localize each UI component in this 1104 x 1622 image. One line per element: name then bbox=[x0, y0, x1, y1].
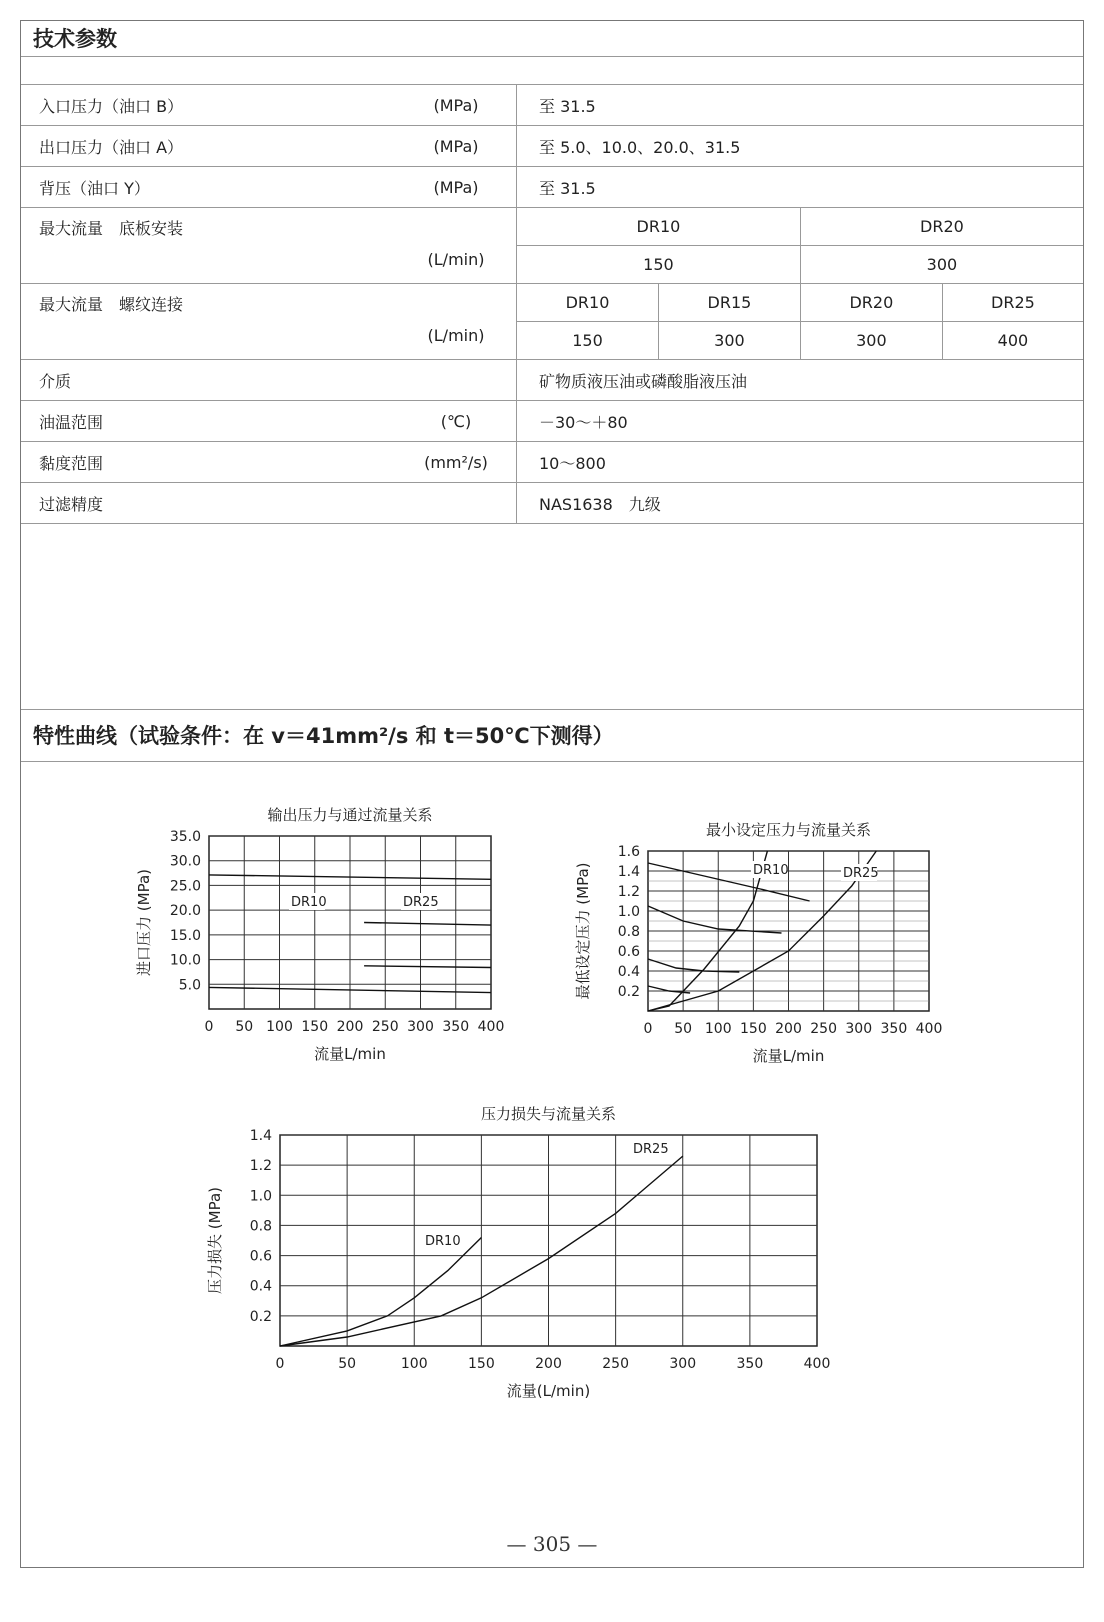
x-tick-label: 100 bbox=[400, 1356, 428, 1372]
spec-section-title: 技术参数 bbox=[21, 21, 1083, 57]
value-thread-3: 300 bbox=[800, 322, 942, 360]
y-tick-label: 0.4 bbox=[249, 1278, 272, 1295]
chart-title: 输出压力与通过流量关系 bbox=[267, 806, 433, 824]
chart-title: 最小设定压力与流量关系 bbox=[705, 821, 872, 839]
series-line bbox=[648, 906, 782, 933]
y-tick-label: 15.0 bbox=[169, 927, 201, 944]
x-tick-label: 400 bbox=[803, 1356, 831, 1372]
series-line bbox=[364, 923, 491, 926]
series-line bbox=[364, 966, 491, 968]
model-thread-3: DR20 bbox=[800, 284, 942, 322]
y-tick-label: 1.4 bbox=[617, 864, 640, 880]
value-plate-1: 150 bbox=[517, 246, 801, 284]
series-annotation: DR25 bbox=[633, 1142, 669, 1157]
value-thread-4: 400 bbox=[942, 322, 1083, 360]
x-tick-label: 350 bbox=[880, 1021, 908, 1037]
x-axis-label: 流量L/min bbox=[314, 1045, 386, 1063]
model-thread-1: DR10 bbox=[517, 284, 659, 322]
x-tick-label: 100 bbox=[266, 1019, 293, 1035]
unit-inlet: (MPa) bbox=[396, 85, 517, 126]
y-tick-label: 1.0 bbox=[249, 1188, 272, 1205]
series-line bbox=[648, 986, 690, 993]
model-plate-1: DR10 bbox=[517, 208, 801, 246]
unit-temp: (℃) bbox=[396, 401, 517, 442]
y-tick-label: 10.0 bbox=[169, 952, 201, 969]
x-tick-label: 0 bbox=[275, 1356, 285, 1372]
x-tick-label: 350 bbox=[736, 1356, 764, 1372]
y-tick-label: 30.0 bbox=[169, 853, 201, 870]
y-tick-label: 0.6 bbox=[249, 1248, 272, 1265]
y-axis-label: 最低设定压力 (MPa) bbox=[574, 862, 592, 1000]
label-inlet: 入口压力（油口 B） bbox=[21, 85, 396, 126]
page-frame bbox=[20, 20, 1084, 1568]
y-tick-label: 1.2 bbox=[617, 884, 640, 900]
value-outlet: 至 5.0、10.0、20.0、31.5 bbox=[517, 126, 1084, 167]
label-medium: 介质 bbox=[21, 360, 396, 401]
charts-canvas bbox=[21, 21, 1083, 1567]
x-tick-label: 150 bbox=[468, 1356, 495, 1372]
label-visc: 黏度范围 bbox=[21, 442, 396, 483]
series-annotation: DR25 bbox=[843, 866, 879, 881]
x-tick-label: 250 bbox=[371, 1019, 399, 1035]
label-flow-plate: 最大流量 底板安装 bbox=[21, 208, 396, 284]
unit-back: (MPa) bbox=[396, 167, 517, 208]
y-tick-label: 0.8 bbox=[617, 924, 640, 940]
unit-outlet: (MPa) bbox=[396, 126, 517, 167]
y-tick-label: 0.2 bbox=[617, 984, 640, 1000]
x-tick-label: 150 bbox=[740, 1021, 767, 1037]
x-tick-label: 250 bbox=[602, 1356, 629, 1372]
x-tick-label: 400 bbox=[477, 1019, 505, 1035]
page-number: — 305 — bbox=[506, 1532, 598, 1556]
x-tick-label: 300 bbox=[845, 1021, 873, 1037]
y-tick-label: 0.2 bbox=[249, 1308, 272, 1325]
y-tick-label: 1.2 bbox=[249, 1158, 272, 1175]
label-temp: 油温范围 bbox=[21, 401, 396, 442]
x-tick-label: 50 bbox=[674, 1021, 693, 1037]
y-tick-label: 20.0 bbox=[169, 903, 201, 920]
y-tick-label: 1.6 bbox=[617, 844, 640, 860]
x-tick-label: 0 bbox=[204, 1019, 214, 1035]
model-thread-2: DR15 bbox=[658, 284, 800, 322]
series-annotation: DR10 bbox=[291, 895, 327, 910]
value-inlet: 至 31.5 bbox=[517, 85, 1084, 126]
value-thread-2: 300 bbox=[658, 322, 800, 360]
value-thread-1: 150 bbox=[517, 322, 659, 360]
value-back: 至 31.5 bbox=[517, 167, 1084, 208]
series-annotation: DR10 bbox=[425, 1234, 461, 1249]
curve-section-title: 特性曲线（试验条件：在 v＝41mm²/s 和 t＝50℃下测得） bbox=[21, 709, 1083, 762]
y-tick-label: 25.0 bbox=[169, 878, 201, 895]
series-annotation: DR25 bbox=[403, 895, 439, 910]
x-tick-label: 200 bbox=[535, 1356, 562, 1372]
value-filter: NAS1638 九级 bbox=[517, 483, 1084, 524]
value-medium: 矿物质液压油或磷酸脂液压油 bbox=[517, 360, 1084, 401]
label-filter: 过滤精度 bbox=[21, 483, 396, 524]
y-tick-label: 5.0 bbox=[178, 977, 201, 994]
model-plate-2: DR20 bbox=[800, 208, 1083, 246]
x-tick-label: 50 bbox=[235, 1019, 254, 1035]
x-tick-label: 200 bbox=[336, 1019, 364, 1035]
x-tick-label: 300 bbox=[407, 1019, 434, 1035]
x-tick-label: 350 bbox=[442, 1019, 470, 1035]
y-tick-label: 0.8 bbox=[249, 1218, 272, 1235]
x-axis-label: 流量(L/min) bbox=[506, 1382, 591, 1400]
y-tick-label: 0.4 bbox=[617, 964, 640, 980]
y-axis-label: 进口压力 (MPa) bbox=[135, 869, 153, 976]
y-axis-label: 压力损失 (MPa) bbox=[206, 1187, 224, 1294]
chart-title: 压力损失与流量关系 bbox=[480, 1105, 617, 1123]
x-tick-label: 100 bbox=[704, 1021, 732, 1037]
unit-flow-plate: (L/min) bbox=[396, 208, 517, 284]
x-tick-label: 250 bbox=[810, 1021, 837, 1037]
x-tick-label: 300 bbox=[669, 1356, 697, 1372]
value-visc: 10～800 bbox=[517, 442, 1084, 483]
unit-visc: (mm²/s) bbox=[396, 442, 517, 483]
y-tick-label: 35.0 bbox=[169, 829, 201, 845]
x-tick-label: 400 bbox=[915, 1021, 943, 1037]
label-back: 背压（油口 Y） bbox=[21, 167, 396, 208]
unit-flow-thread: (L/min) bbox=[396, 284, 517, 360]
y-tick-label: 1.4 bbox=[249, 1128, 272, 1144]
y-tick-label: 1.0 bbox=[617, 904, 640, 920]
x-axis-label: 流量L/min bbox=[752, 1047, 825, 1065]
x-tick-label: 150 bbox=[301, 1019, 329, 1035]
label-flow-thread: 最大流量 螺纹连接 bbox=[21, 284, 396, 360]
x-tick-label: 50 bbox=[338, 1356, 357, 1372]
y-tick-label: 0.6 bbox=[617, 944, 640, 960]
value-plate-2: 300 bbox=[800, 246, 1083, 284]
model-thread-4: DR25 bbox=[942, 284, 1083, 322]
value-temp: －30～＋80 bbox=[517, 401, 1084, 442]
x-tick-label: 0 bbox=[643, 1021, 653, 1037]
x-tick-label: 200 bbox=[775, 1021, 802, 1037]
label-outlet: 出口压力（油口 A） bbox=[21, 126, 396, 167]
series-annotation: DR10 bbox=[753, 863, 789, 878]
